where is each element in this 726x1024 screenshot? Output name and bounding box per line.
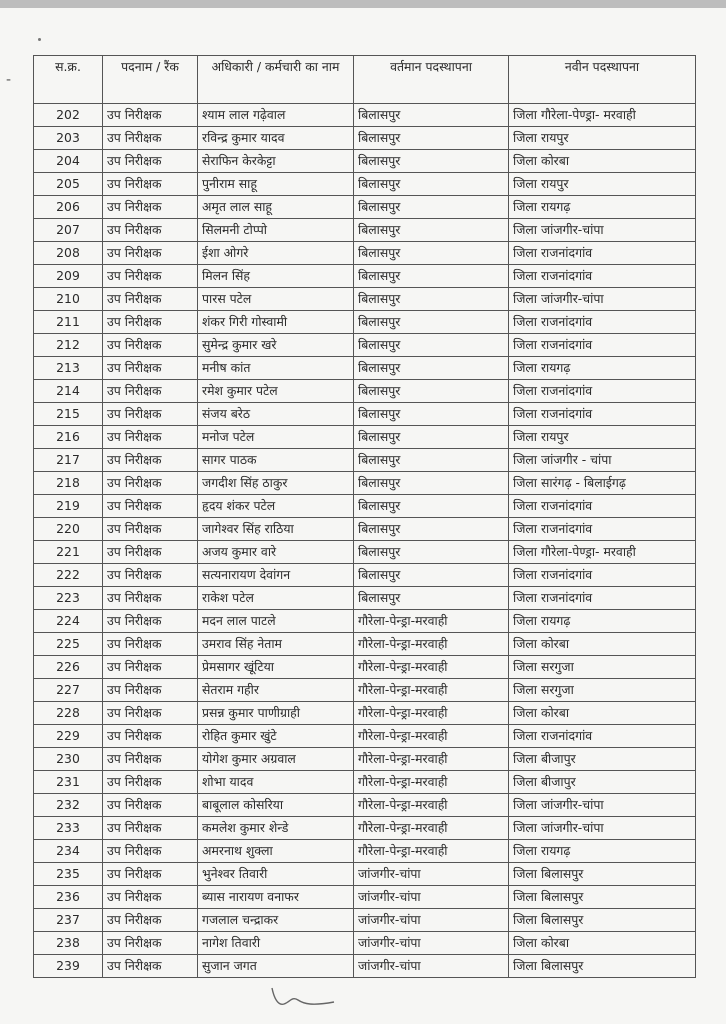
table-row — [34, 564, 696, 587]
serial-no-cell: 205 — [34, 173, 103, 196]
table-row — [34, 886, 696, 909]
new-posting-cell: जिला कोरबा — [509, 633, 696, 656]
current-posting-cell: बिलासपुर — [354, 104, 509, 127]
table-row — [34, 288, 696, 311]
current-posting-cell: बिलासपुर — [354, 587, 509, 610]
current-posting-cell: बिलासपुर — [354, 495, 509, 518]
officer-name-cell: नागेश तिवारी — [198, 932, 354, 955]
current-posting-cell: गौरेला-पेन्ड्रा-मरवाही — [354, 840, 509, 863]
current-posting-cell: गौरेला-पेन्ड्रा-मरवाही — [354, 656, 509, 679]
serial-no-cell: 222 — [34, 564, 103, 587]
officer-name-cell: अमृत लाल साहू — [198, 196, 354, 219]
designation-cell: उप निरीक्षक — [103, 311, 198, 334]
officer-name-cell: गजलाल चन्द्राकर — [198, 909, 354, 932]
designation-cell: उप निरीक्षक — [103, 633, 198, 656]
table-row — [34, 495, 696, 518]
current-posting-cell: गौरेला-पेन्ड्रा-मरवाही — [354, 610, 509, 633]
officer-name-cell: प्रसन्न कुमार पाणीग्राही — [198, 702, 354, 725]
serial-no-cell: 211 — [34, 311, 103, 334]
serial-no-cell: 229 — [34, 725, 103, 748]
current-posting-cell: गौरेला-पेन्ड्रा-मरवाही — [354, 817, 509, 840]
serial-no-cell: 212 — [34, 334, 103, 357]
officer-name-cell: श्याम लाल गढ़ेवाल — [198, 104, 354, 127]
serial-no-cell: 225 — [34, 633, 103, 656]
current-posting-cell: बिलासपुर — [354, 426, 509, 449]
current-posting-cell: बिलासपुर — [354, 288, 509, 311]
officer-name-cell: मनोज पटेल — [198, 426, 354, 449]
officer-name-cell: ब्यास नारायण वनाफर — [198, 886, 354, 909]
new-posting-cell: जिला जांजगीर-चांपा — [509, 817, 696, 840]
header-designation: पदनाम / रैंक — [103, 56, 198, 104]
designation-cell: उप निरीक्षक — [103, 288, 198, 311]
current-posting-cell: बिलासपुर — [354, 265, 509, 288]
officer-name-cell: प्रेमसागर खूंटिया — [198, 656, 354, 679]
table-row — [34, 633, 696, 656]
officer-name-cell: जागेश्वर सिंह राठिया — [198, 518, 354, 541]
designation-cell: उप निरीक्षक — [103, 840, 198, 863]
current-posting-cell: बिलासपुर — [354, 242, 509, 265]
officer-name-cell: मिलन सिंह — [198, 265, 354, 288]
current-posting-cell: बिलासपुर — [354, 472, 509, 495]
current-posting-cell: जांजगीर-चांपा — [354, 886, 509, 909]
designation-cell: उप निरीक्षक — [103, 449, 198, 472]
serial-no-cell: 226 — [34, 656, 103, 679]
serial-no-cell: 236 — [34, 886, 103, 909]
new-posting-cell: जिला राजनांदगांव — [509, 564, 696, 587]
officer-name-cell: शंकर गिरी गोस्वामी — [198, 311, 354, 334]
new-posting-cell: जिला सरगुजा — [509, 656, 696, 679]
serial-no-cell: 204 — [34, 150, 103, 173]
officer-name-cell: सेराफिन केरकेट्टा — [198, 150, 354, 173]
signature-mark — [268, 984, 338, 1014]
table-row — [34, 656, 696, 679]
serial-no-cell: 234 — [34, 840, 103, 863]
designation-cell: उप निरीक्षक — [103, 426, 198, 449]
table-row — [34, 426, 696, 449]
table-row — [34, 449, 696, 472]
current-posting-cell: बिलासपुर — [354, 127, 509, 150]
serial-no-cell: 208 — [34, 242, 103, 265]
header-new-posting: नवीन पदस्थापना — [509, 56, 696, 104]
designation-cell: उप निरीक्षक — [103, 587, 198, 610]
designation-cell: उप निरीक्षक — [103, 242, 198, 265]
current-posting-cell: जांजगीर-चांपा — [354, 932, 509, 955]
new-posting-cell: जिला जांजगीर-चांपा — [509, 288, 696, 311]
designation-cell: उप निरीक्षक — [103, 219, 198, 242]
serial-no-cell: 221 — [34, 541, 103, 564]
new-posting-cell: जिला बिलासपुर — [509, 886, 696, 909]
current-posting-cell: बिलासपुर — [354, 380, 509, 403]
table-row — [34, 863, 696, 886]
designation-cell: उप निरीक्षक — [103, 817, 198, 840]
current-posting-cell: बिलासपुर — [354, 196, 509, 219]
designation-cell: उप निरीक्षक — [103, 932, 198, 955]
table-row — [34, 334, 696, 357]
current-posting-cell: बिलासपुर — [354, 219, 509, 242]
current-posting-cell: गौरेला-पेन्ड्रा-मरवाही — [354, 748, 509, 771]
new-posting-cell: जिला जांजगीर - चांपा — [509, 449, 696, 472]
designation-cell: उप निरीक्षक — [103, 173, 198, 196]
serial-no-cell: 202 — [34, 104, 103, 127]
new-posting-cell: जिला बिलासपुर — [509, 863, 696, 886]
table-row — [34, 794, 696, 817]
designation-cell: उप निरीक्षक — [103, 357, 198, 380]
designation-cell: उप निरीक्षक — [103, 794, 198, 817]
designation-cell: उप निरीक्षक — [103, 863, 198, 886]
designation-cell: उप निरीक्षक — [103, 909, 198, 932]
current-posting-cell: बिलासपुर — [354, 334, 509, 357]
serial-no-cell: 219 — [34, 495, 103, 518]
table-row — [34, 472, 696, 495]
current-posting-cell: बिलासपुर — [354, 357, 509, 380]
officer-name-cell: कमलेश कुमार शेन्डे — [198, 817, 354, 840]
table-row — [34, 173, 696, 196]
officer-name-cell: सुमेन्द्र कुमार खरे — [198, 334, 354, 357]
table-row — [34, 771, 696, 794]
serial-no-cell: 223 — [34, 587, 103, 610]
officer-name-cell: रोहित कुमार खुंटे — [198, 725, 354, 748]
table-row — [34, 679, 696, 702]
table-row — [34, 840, 696, 863]
officer-name-cell: योगेश कुमार अग्रवाल — [198, 748, 354, 771]
new-posting-cell: जिला बीजापुर — [509, 748, 696, 771]
designation-cell: उप निरीक्षक — [103, 725, 198, 748]
designation-cell: उप निरीक्षक — [103, 610, 198, 633]
current-posting-cell: जांजगीर-चांपा — [354, 863, 509, 886]
serial-no-cell: 216 — [34, 426, 103, 449]
serial-no-cell: 209 — [34, 265, 103, 288]
header-officer-name: अधिकारी / कर्मचारी का नाम — [198, 56, 354, 104]
table-row — [34, 725, 696, 748]
current-posting-cell: बिलासपुर — [354, 564, 509, 587]
new-posting-cell: जिला रायपुर — [509, 173, 696, 196]
designation-cell: उप निरीक्षक — [103, 518, 198, 541]
designation-cell: उप निरीक्षक — [103, 150, 198, 173]
serial-no-cell: 228 — [34, 702, 103, 725]
designation-cell: उप निरीक्षक — [103, 679, 198, 702]
serial-no-cell: 235 — [34, 863, 103, 886]
officer-name-cell: राकेश पटेल — [198, 587, 354, 610]
table-row — [34, 817, 696, 840]
transfer-list-table — [33, 55, 696, 978]
new-posting-cell: जिला रायपुर — [509, 127, 696, 150]
designation-cell: उप निरीक्षक — [103, 334, 198, 357]
officer-name-cell: रमेश कुमार पटेल — [198, 380, 354, 403]
header-serial-no: स.क्र. — [34, 56, 103, 104]
officer-name-cell: सत्यनारायण देवांगन — [198, 564, 354, 587]
serial-no-cell: 206 — [34, 196, 103, 219]
scan-speck — [38, 38, 41, 41]
table-row — [34, 518, 696, 541]
scan-top-edge — [0, 0, 726, 8]
designation-cell: उप निरीक्षक — [103, 702, 198, 725]
new-posting-cell: जिला बीजापुर — [509, 771, 696, 794]
officer-name-cell: सागर पाठक — [198, 449, 354, 472]
new-posting-cell: जिला रायगढ़ — [509, 196, 696, 219]
officer-name-cell: हृदय शंकर पटेल — [198, 495, 354, 518]
current-posting-cell: बिलासपुर — [354, 311, 509, 334]
designation-cell: उप निरीक्षक — [103, 403, 198, 426]
new-posting-cell: जिला जांजगीर-चांपा — [509, 219, 696, 242]
table-row — [34, 265, 696, 288]
new-posting-cell: जिला राजनांदगांव — [509, 380, 696, 403]
table-row — [34, 380, 696, 403]
officer-name-cell: पुनीराम साहू — [198, 173, 354, 196]
serial-no-cell: 203 — [34, 127, 103, 150]
table-row — [34, 219, 696, 242]
designation-cell: उप निरीक्षक — [103, 748, 198, 771]
table-row — [34, 127, 696, 150]
new-posting-cell: जिला रायपुर — [509, 426, 696, 449]
officer-name-cell: शोभा यादव — [198, 771, 354, 794]
new-posting-cell: जिला रायगढ़ — [509, 840, 696, 863]
serial-no-cell: 210 — [34, 288, 103, 311]
designation-cell: उप निरीक्षक — [103, 265, 198, 288]
current-posting-cell: गौरेला-पेन्ड्रा-मरवाही — [354, 794, 509, 817]
table-row — [34, 587, 696, 610]
serial-no-cell: 217 — [34, 449, 103, 472]
current-posting-cell: जांजगीर-चांपा — [354, 955, 509, 978]
table-row — [34, 610, 696, 633]
officer-name-cell: सेतराम गहीर — [198, 679, 354, 702]
officer-name-cell: संजय बरेठ — [198, 403, 354, 426]
serial-no-cell: 237 — [34, 909, 103, 932]
designation-cell: उप निरीक्षक — [103, 886, 198, 909]
new-posting-cell: जिला राजनांदगांव — [509, 403, 696, 426]
serial-no-cell: 224 — [34, 610, 103, 633]
table-row — [34, 311, 696, 334]
table-row — [34, 702, 696, 725]
table-row — [34, 748, 696, 771]
new-posting-cell: जिला राजनांदगांव — [509, 242, 696, 265]
table-row — [34, 403, 696, 426]
new-posting-cell: जिला सारंगढ़ - बिलाईगढ़ — [509, 472, 696, 495]
serial-no-cell: 233 — [34, 817, 103, 840]
new-posting-cell: जिला राजनांदगांव — [509, 495, 696, 518]
new-posting-cell: जिला राजनांदगांव — [509, 587, 696, 610]
new-posting-cell: जिला बिलासपुर — [509, 909, 696, 932]
designation-cell: उप निरीक्षक — [103, 564, 198, 587]
current-posting-cell: गौरेला-पेन्ड्रा-मरवाही — [354, 679, 509, 702]
officer-name-cell: उमराव सिंह नेताम — [198, 633, 354, 656]
officer-name-cell: रविन्द्र कुमार यादव — [198, 127, 354, 150]
officer-name-cell: भुनेश्वर तिवारी — [198, 863, 354, 886]
new-posting-cell: जिला राजनांदगांव — [509, 265, 696, 288]
officer-name-cell: बाबूलाल कोसरिया — [198, 794, 354, 817]
header-current-posting: वर्तमान पदस्थापना — [354, 56, 509, 104]
table-row — [34, 909, 696, 932]
current-posting-cell: गौरेला-पेन्ड्रा-मरवाही — [354, 633, 509, 656]
table-header-row — [34, 56, 696, 104]
new-posting-cell: जिला गौरेला-पेण्ड्रा- मरवाही — [509, 104, 696, 127]
officer-name-cell: अमरनाथ शुक्ला — [198, 840, 354, 863]
current-posting-cell: जांजगीर-चांपा — [354, 909, 509, 932]
current-posting-cell: बिलासपुर — [354, 403, 509, 426]
designation-cell: उप निरीक्षक — [103, 472, 198, 495]
officer-name-cell: जगदीश सिंह ठाकुर — [198, 472, 354, 495]
current-posting-cell: बिलासपुर — [354, 150, 509, 173]
designation-cell: उप निरीक्षक — [103, 380, 198, 403]
table-row — [34, 357, 696, 380]
officer-name-cell: मदन लाल पाटले — [198, 610, 354, 633]
officer-name-cell: सुजान जगत — [198, 955, 354, 978]
serial-no-cell: 232 — [34, 794, 103, 817]
new-posting-cell: जिला जांजगीर-चांपा — [509, 794, 696, 817]
serial-no-cell: 220 — [34, 518, 103, 541]
current-posting-cell: बिलासपुर — [354, 173, 509, 196]
table-row — [34, 932, 696, 955]
officer-name-cell: सिलमनी टोप्पो — [198, 219, 354, 242]
designation-cell: उप निरीक्षक — [103, 771, 198, 794]
new-posting-cell: जिला राजनांदगांव — [509, 725, 696, 748]
current-posting-cell: गौरेला-पेन्ड्रा-मरवाही — [354, 702, 509, 725]
new-posting-cell: जिला गौरेला-पेण्ड्रा- मरवाही — [509, 541, 696, 564]
table-row — [34, 541, 696, 564]
current-posting-cell: गौरेला-पेन्ड्रा-मरवाही — [354, 771, 509, 794]
serial-no-cell: 218 — [34, 472, 103, 495]
current-posting-cell: बिलासपुर — [354, 518, 509, 541]
new-posting-cell: जिला कोरबा — [509, 932, 696, 955]
officer-name-cell: अजय कुमार वारे — [198, 541, 354, 564]
designation-cell: उप निरीक्षक — [103, 196, 198, 219]
designation-cell: उप निरीक्षक — [103, 955, 198, 978]
table-row — [34, 955, 696, 978]
current-posting-cell: बिलासपुर — [354, 449, 509, 472]
new-posting-cell: जिला रायगढ़ — [509, 610, 696, 633]
new-posting-cell: जिला राजनांदगांव — [509, 334, 696, 357]
designation-cell: उप निरीक्षक — [103, 541, 198, 564]
new-posting-cell: जिला बिलासपुर — [509, 955, 696, 978]
serial-no-cell: 207 — [34, 219, 103, 242]
designation-cell: उप निरीक्षक — [103, 104, 198, 127]
margin-mark: - — [6, 72, 12, 88]
new-posting-cell: जिला राजनांदगांव — [509, 518, 696, 541]
officer-name-cell: मनीष कांत — [198, 357, 354, 380]
serial-no-cell: 215 — [34, 403, 103, 426]
officer-name-cell: ईशा ओगरे — [198, 242, 354, 265]
serial-no-cell: 239 — [34, 955, 103, 978]
serial-no-cell: 227 — [34, 679, 103, 702]
designation-cell: उप निरीक्षक — [103, 656, 198, 679]
table-row — [34, 196, 696, 219]
serial-no-cell: 213 — [34, 357, 103, 380]
new-posting-cell: जिला कोरबा — [509, 702, 696, 725]
current-posting-cell: बिलासपुर — [354, 541, 509, 564]
serial-no-cell: 230 — [34, 748, 103, 771]
table-row — [34, 242, 696, 265]
new-posting-cell: जिला सरगुजा — [509, 679, 696, 702]
new-posting-cell: जिला कोरबा — [509, 150, 696, 173]
table-row — [34, 104, 696, 127]
designation-cell: उप निरीक्षक — [103, 127, 198, 150]
serial-no-cell: 214 — [34, 380, 103, 403]
table-row — [34, 150, 696, 173]
current-posting-cell: गौरेला-पेन्ड्रा-मरवाही — [354, 725, 509, 748]
serial-no-cell: 238 — [34, 932, 103, 955]
designation-cell: उप निरीक्षक — [103, 495, 198, 518]
serial-no-cell: 231 — [34, 771, 103, 794]
officer-name-cell: पारस पटेल — [198, 288, 354, 311]
new-posting-cell: जिला राजनांदगांव — [509, 311, 696, 334]
new-posting-cell: जिला रायगढ़ — [509, 357, 696, 380]
